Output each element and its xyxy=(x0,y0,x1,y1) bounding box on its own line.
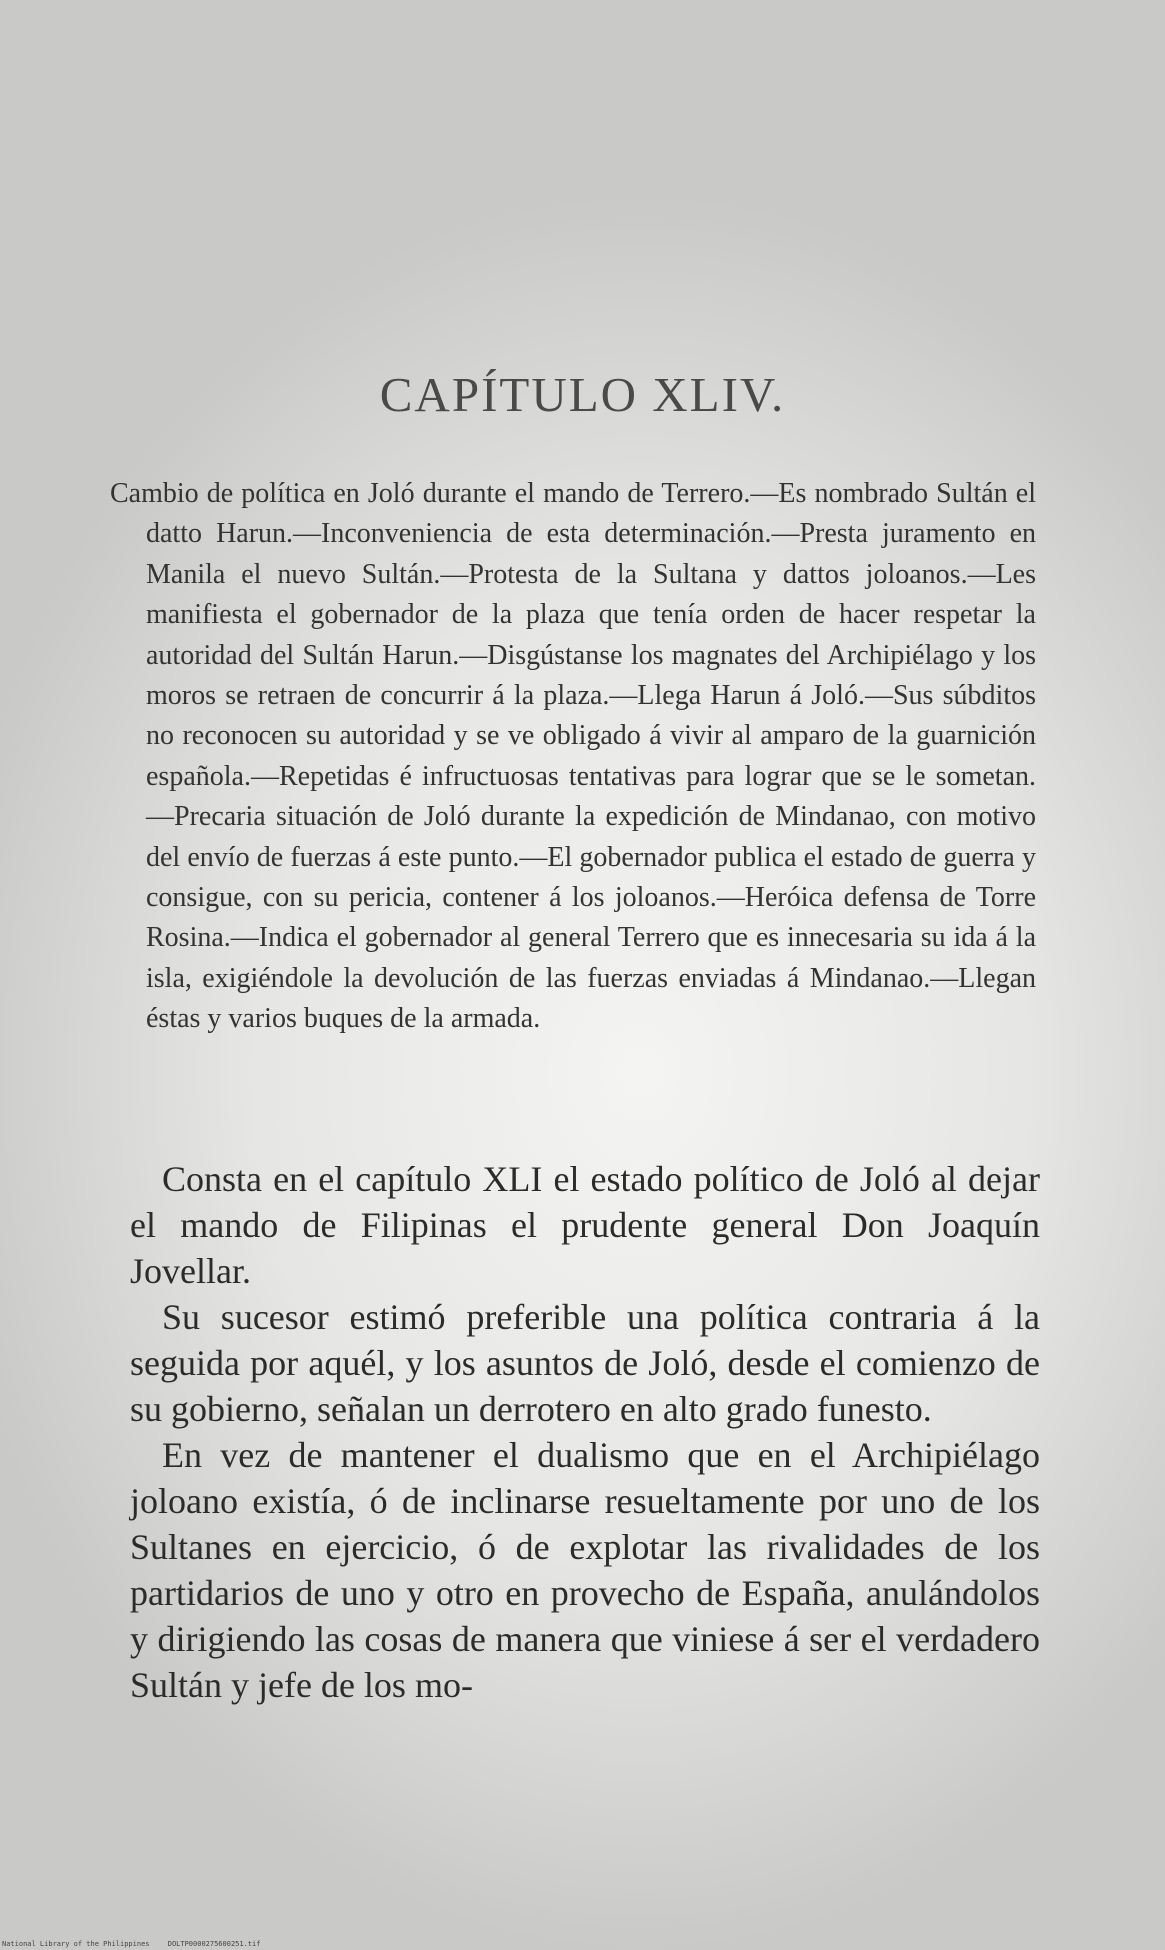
chapter-title: CAPÍTULO XLIV. xyxy=(379,367,786,422)
body-text xyxy=(130,1156,1040,1708)
footer-library: National Library of the Philippines xyxy=(2,1940,150,1948)
paragraph-3: En vez de mantener el dualismo que en el Archipiélago joloano existía, ó de inclinarse resueltamente por uno de los Sultanes en ejercicio, ó de explotar las rivalidades de los partidarios de uno y otro en provecho de España, anulándolos y dirigiendo las cosas de manera que viniese á ser el verdadero Sultán y jefe de los mo- xyxy=(130,1435,1040,1705)
chapter-summary: Cambio de política en Joló durante el mando de Terrero.—Es nombrado Sultán el datto Harun.—Inconveniencia de esta determinación.—Presta juramento en Manila el nuevo Sultán.—Protesta de la Sultana y dattos joloanos.—Les manifiesta el gobernador de la plaza que tenía orden de hacer respetar la autoridad del Sultán Harun.—Disgústanse los magnates del Archipiélago y los moros se retraen de concurrir á la plaza.—Llega Harun á Joló.—Sus súbditos no reconocen su autoridad y se ve obligado á vivir al amparo de la guarnición española.—Repetidas é infructuosas tentativas para lograr que se le sometan.—Precaria situación de Joló durante la expedición de Mindanao, con motivo del envío de fuerzas á este punto.—El gobernador publica el estado de guerra y consigue, con su pericia, contener á los joloanos.—Heróica defensa de Torre Rosina.—Indica el gobernador al general Terrero que es innecesaria su ida á la isla, exigiéndole la devolución de las fuerzas enviadas á Mindanao.—Llegan éstas y varios buques de la armada. xyxy=(110,478,1036,1035)
footer-file: DOLTP0000275600251.tif xyxy=(167,1940,261,1948)
paragraph-2: Su sucesor estimó preferible una política contraria á la seguida por aquél, y los asuntos de Joló, desde el comienzo de su gobierno, señalan un derrotero en alto grado funesto. xyxy=(130,1297,1040,1429)
paragraph-1: Consta en el capítulo XLI el estado político de Joló al dejar el mando de Filipinas el prudente general Don Joaquín Jovellar. xyxy=(130,1159,1040,1291)
scan-footer xyxy=(2,1940,274,1948)
